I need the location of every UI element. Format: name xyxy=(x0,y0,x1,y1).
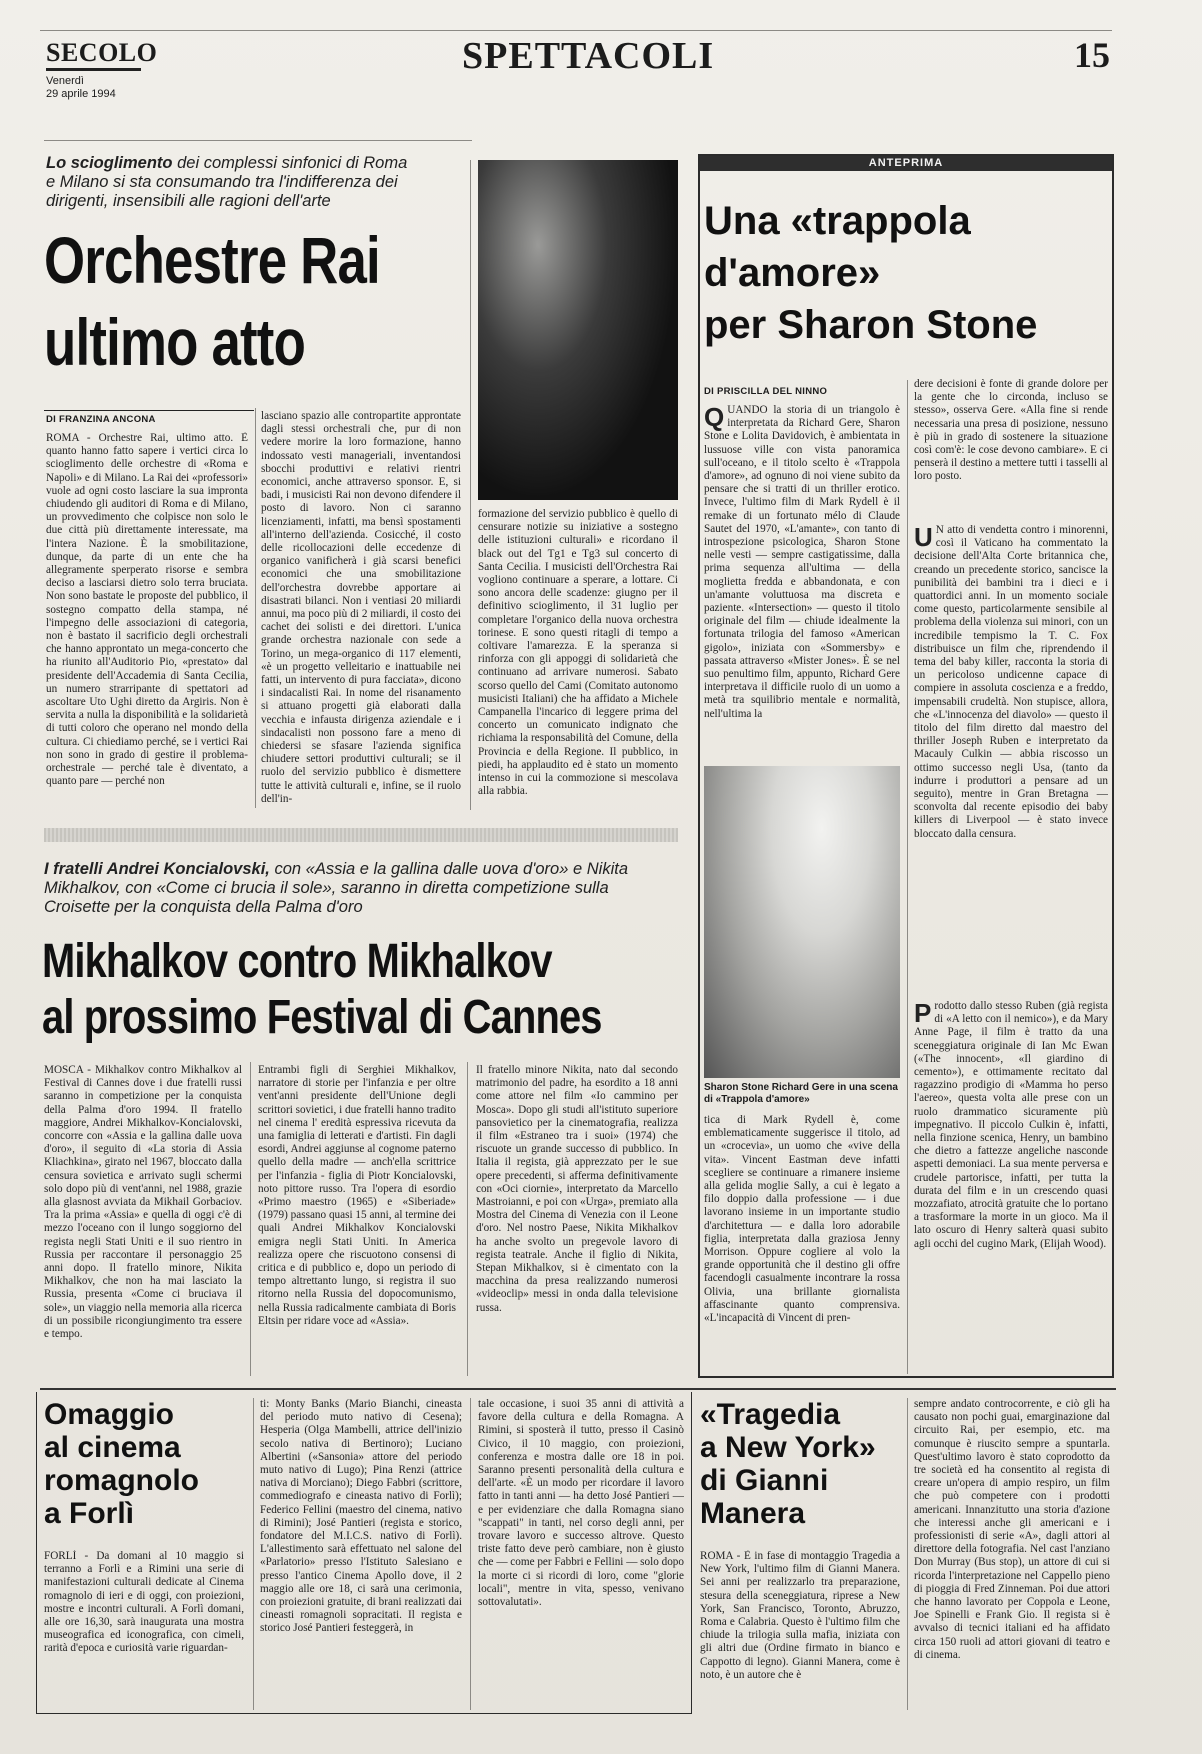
headline-line-2: al prossimo Festival di Cannes xyxy=(42,991,602,1044)
headline-line-2: ultimo atto xyxy=(44,305,306,379)
article-column-2: lasciano spazio alle contropartite approntate dagli stessi orchestrali che, pur di non vedere morire la loro formazione, hanno indossato vesti manageriali, inventandosi sbocchi produttivi e relativi rientri economici, anche attraverso sponsor. E, si badi, i musicisti Rai non devono difendere il posto di lavoro. Non ci saranno licenziamenti, infatti, ma bensì spostamenti all'interno dell'azienda. Cosicché, il costo delle ricollocazioni delle eccedenze di organico vanificherà i già scarsi benefici economici che una smobilitazione dell'orchestra dovrebbe apportare ai disastrati bilanci. Non i ventiasi 20 miliardi annui, ma poco più di 2 miliardi, il costo dei cachet dei solisti e dei direttori. L'unica grande orchestra nazionale con sede a Torino, un mega-organico di 117 elementi, «è un progetto velleitario e inattuabile nei fatti, un intervento di pura facciata», dicono i sindacalisti Rai. In nome del risanamento si attuano progetti già elaborati dalla vecchia e infausta dirigenza aziendale e i sindacalisti non possono fare a meno di chiedersi se sfasare l'azienda significa chiudere settori produttivi culturali; se il ruolo del servizio pubblico è dismettere tutte le attività culturali e, infine, se il ruolo dell'in- xyxy=(261,410,461,805)
headline-line-2: d'amore» xyxy=(704,251,881,295)
headline-line-1: Una «trappola xyxy=(704,199,971,243)
kicker-text: dei complessi sinfonici di Roma e Milano si sta consumando tra l'indifferenza dei dirigenti, insensibili alle ragioni dell'arte xyxy=(46,154,408,210)
article-manera-headline xyxy=(700,1398,876,1530)
headline-line-3: per Sharon Stone xyxy=(704,303,1038,347)
newspaper-logo: SECOLO xyxy=(46,38,158,67)
article-column-3: formazione del servizio pubblico è quello di censurare notizie su iniziative a sostegno delle istituzioni culturali» e ricordano il black out del Tg1 e Tg3 sul concerto di Santa Cecilia. I musicisti dell'Orchestra Rai vogliono continuare a sperare, a lottare. Ci sono ancora delle scadenze: giugno per il definitivo scioglimento, il 31 luglio per completare l'organico della nuova orchestra torinese. E sono questi ritagli di tempo a coltivare l'amarezza. E la speranza si rinforza con gli appoggi di solidarietà che continuano ad arrivare numerosi. Sabato scorso quello del Cami (Comitato autonomo musicisti Italiani) che ha affidato a Michele Campanella l'incarico di leggere prima del concerto un comunicato indignato che richiama la responsabilità del Comune, della Provincia e della Regione. Il pubblico, in piedi, ha applaudito ed è stato un momento intenso in cui la commozione si mescolava alla rabbia. xyxy=(478,508,678,798)
article-column-2: dere decisioni è fonte di grande dolore per la gente che lo circonda, incluso se stesso», osserva Gere. «Alla fine si rende necessaria una presa di posizione, nessuno è più in grado di sostenere la situazione così com'è: le cose devono cambiare». E ci penserà il destino a mettere tutti i tasselli al loro posto. xyxy=(914,378,1108,483)
article-kicker xyxy=(46,154,416,211)
headline-line-3: di Gianni xyxy=(700,1464,829,1497)
bottom-section-rule xyxy=(40,1388,1116,1390)
separator-bar xyxy=(44,828,678,842)
headline-line-2: al cinema xyxy=(44,1431,181,1464)
page-number: 15 xyxy=(1074,35,1110,75)
section-title: SPETTACOLI xyxy=(462,35,715,77)
headline-line-1: Orchestre Rai xyxy=(44,223,380,297)
article-column-2: sempre andato controcorrente, e ciò gli ha causato non pochi guai, emarginazione dal circuito Rai, per esempio, etc. ma comunque è riuscito sempre a spuntarla. Quest'ultimo lavoro è stato coprodotto da tre società ed ha consentito al regista di creare un'opera di ampio respiro, un film che può competere con i prodotti americani. Innanzitutto una storia d'azione che interessi anche gli americani e i professionisti di serie «A», dagli attori al direttore della fotografia. Nel cast l'anziano Don Murray (Bus stop), un attore di cui si ricorda l'interpretazione nel Cappello pieno di pioggia di Fred Zinneman. Poi due attori che hanno lavorato per Coppola e Leone, Joe Spinelli e Frank Gio. Il regista si è avvalso di tecnici italiani ed ha affidato circa 150 ruoli ad attori giovani di teatro e di cinema. xyxy=(914,1398,1110,1661)
byline: DI PRISCILLA DEL NINNO xyxy=(704,386,828,397)
column-rule xyxy=(470,1398,471,1710)
column-rule xyxy=(250,1062,251,1376)
article-column-3: Il fratello minore Nikita, nato dal secondo matrimonio del padre, ha esordito a 18 anni come attore nel film «Io cammino per Mosca». Dopo gli studi all'istituto superiore pansovietico per la cinematografia, realizza il film «Estraneo tra i suoi» (1974) che riscuote un grande successo di pubblico. In Italia il regista, già apprezzato per le sue opere precedenti, si afferma definitivamente con «Oci ciornie», interpretato da Marcello Mastroianni, e poi con «Urga», premiato alla Mostra del Cinema di Venezia con il Leone d'oro. Nel nostro Paese, Nikita Mikhalkov ha anche svolto un pregevole lavoro di regista teatrale. Anche il figlio di Nikita, Stepan Mikhalkov, si è cimentato con la macchina da presa realizzando numerosi «videoclip» messi in onda dalla televisione russa. xyxy=(476,1064,678,1314)
sharon-stone-photo xyxy=(704,766,900,1078)
drop-cap: Q xyxy=(704,404,725,432)
article-column-1 xyxy=(704,404,900,756)
photo-caption: Sharon Stone Richard Gere in una scena di «Trappola d'amore» xyxy=(704,1082,898,1105)
article-column-3: tale occasione, i suoi 35 anni di attività a favore della cultura e della Romagna. A Rimini, si sposterà il tutto, presso il Casinò Civico, il 10 maggio, con proiezioni, conferenza e mostra dalle ore 18 in poi. Saranno presenti personalità della cultura e dell'arte. «È un modo per ricordare il lavoro fatto in tanti anni — ha detto José Pantieri — e per evidenziare che dalla Romagna siano "scappati" in tanti, nel corso degli anni, per trovare lavoro e successo altrove. Questo triste fatto deve però cambiare, non è giusto che — come per Fabbri e Fellini — solo dopo la morte ci si ricordi di loro, come "glorie locali", mentre in vita, spesso, venivano sottovalutati». xyxy=(478,1398,684,1609)
column-text: rodotto dallo stesso Ruben (già regista di «A letto con il nemico»), e da Mary Anne Page, il film è tratto da una sceneggiatura originale di Ian Mc Ewan («The innocent», «Il giardino di cemento»), e ottimamente recitato dal ragazzino prodigio di «Mamma ho perso l'aereo», questa volta alle prese con un ruolo drammatico sicuramente più impegnativo. Il piccolo Culkin è, infatti, nella finzione scenica, Henry, un bambino che dietro a fattezze angeliche nasconde aspetti demoniaci. La sua mente perversa e crudele partorisce, infatti, per tutta la durata del film e in un crescendo quasi mozzafiato, atrocità gratuite che lo portano a trasformare la morte in un gioco. Ma il lato oscuro di Henry salterà quasi subito agli occhi del cugino Mark, (Elijah Wood). xyxy=(914,1000,1108,1250)
headline-line-1: Omaggio xyxy=(44,1398,175,1431)
kicker-bold: I fratelli Andrei Koncialovski, xyxy=(44,860,270,878)
headline-line-1: «Tragedia xyxy=(700,1398,841,1431)
article-column-2: ti: Monty Banks (Mario Bianchi, cineasta del periodo muto nativo di Cesena); Hesperia (Olga Mambelli, attrice dell'inizio secolo nativa di Bertinoro); Luciano Albertini («Sansonia» attore del periodo muto nativo di Lugo); Pina Renzi (attrice nativa di Morciano); Diego Fabbri (scrittore, commediografo e cineasta nativo di Forlì); Federico Fellini (maestro del cinema, nativo di Rimini); José Pantieri (regista e storico, fondatore del M.I.C.S. nativo di Forlì). L'allestimento sarà effettuato nel salone del «Parlatorio» presso l'Istituto Salesiano e presso l'antico Cinema Apollo dove, il 2 maggio alle ore 18, ci sarà una cerimonia, con proiezioni gratuite, di brani realizzati dai cineasti romagnoli sopracitati. Il regista e storico José Pantieri festeggerà, in xyxy=(260,1398,462,1635)
column-text: UANDO la storia di un triangolo è interpretata da Richard Gere, Sharon Stone e Lolita Davidovich, è ambientata in lussuose ville con vista panoramica sull'oceano, e il titolo scelto è «Trappola d'amore», ad ognuno di noi viene subito da pensare che si tratti di un thriller erotico. Invece, l'ultimo film di Mark Rydell è il remake di un fortunato mélo di Claude Sautet del 1970, «L'amante», con tanto di introspezione psicologica, Sharon Stone nelle vesti — sempre castigatissime, dalla prima sequenza all'ultima — della moglietta fredda e abbandonata, e con un'amante voluttuosa ma discreta e paziente. «Intersection» — questo il titolo originale del film — chiude idealmente la fortunata trilogia del famoso «American gigolo», iniziata con «Sommersby» e passata attraverso «Mister Jones». È se nel suo penultimo film, appunto, Richard Gere interpretava il difficile ruolo di un uomo a metà tra squilibrio mentale e normalità, nell'ultima la xyxy=(704,404,900,720)
column-text: N atto di vendetta contro i minorenni, così il Vaticano ha commentato la decisione dell'Alta Corte britannica che, creando un precedente storico, sancisce la punibilità dei bambini tra i dieci e i quattordici anni. In un momento sociale come questo, particolarmente sensibile al problema della violenza sui minori, con un incredibile tempismo la T. C. Fox distribuisce un film che, riprendendo il tema del baby killer, racconta la storia di un pericoloso undicenne capace di compiere in assoluta coscienza e a freddo, impensabili crudeltà. Non stupisce, allora, che «L'innocenza del diavolo» — questo il titolo del film diretto dal maestro del thriller Joseph Ruben e interpretato da Macauly Culkin — abbia riscosso un ottimo successo negli Usa, (tanto da indurre i produttori a pensare ad un seguito), mentre in Gran Bretagna — sconvolta dal recente episodio dei baby killers di Liverpool — è stato invece bloccato dalla censura. xyxy=(914,524,1108,840)
article-top-rule xyxy=(44,140,472,141)
drop-cap: U xyxy=(914,524,933,552)
column-rule xyxy=(253,1398,254,1710)
article-kicker xyxy=(44,860,634,917)
article-column-1-continued: tica di Mark Rydell è, come emblematicamente suggerisce il titolo, ad un «crocevia», un uomo che «vive della vita». Vincent Eastman deve infatti scegliere se continuare a rimanere insieme alla gelida moglie Sally, a cui è legato a filo doppio dalla professione — i due lavorano insieme in un importante studio d'architettura — e dalla loro adorabile figlia, interpretata dalla graziosa Jenny Morrison. Oppure cogliere al volo la grande opportunità che il destino gli offre facendogli casualmente incontrare la rossa Olivia, una brillante giornalista affascinante quanto comprensiva. «L'incapacità di Vincent di pren- xyxy=(704,1114,900,1325)
column-rule xyxy=(255,408,256,808)
headline-line-2: a New York» xyxy=(700,1431,876,1464)
article-forli-headline xyxy=(44,1398,199,1530)
article-column-1: MOSCA - Mikhalkov contro Mikhalkov al Festival di Cannes dove i due fratelli russi saranno in competizione per la conquista della Palma d'oro 1994. Il fratello maggiore, Andrei Mikhalkov-Koncialovski, concorre con «Assia e la gallina dalle uova d'oro», il seguito di «La storia di Assia Kliachkina», girato nel 1967, bloccato dalla censura sovietica e arrivato sugli schermi solo dopo più di vent'anni, nel 1988, grazie alla glasnost avviata da Mikhail Gorbaciov. Tra la prima «Assia» e quella di oggi c'è di mezzo l'oceano con il lungo soggiorno del regista negli Stati Uniti e il suo rientro in Russia per raccontare il personaggio 25 anni dopo. Il fratello minore, Nikita Mikhalkov, che non ha mai lasciato la Russia, presenta «Come ci bruciava il sole», un viaggio nella memoria alla ricerca di un possibile ricongiungimento tra essere e tempo. xyxy=(44,1064,242,1341)
article-column-1: ROMA - Orchestre Rai, ultimo atto. È quanto hanno fatto sapere i vertici circa lo scioglimento delle orchestre di «Roma e Napoli» e di Milano. La Rai dei «professori» vuole ad ogni costo lasciare la sua impronta chiudendo gli auditori di Roma e di Milano, un provvedimento che colpisce non solo le due città più direttamente interessate, ma l'intera Nazione. È la smobilitazione, dunque, da parte di un ente che ha allegramente sperperato risorse e sembra deciso a lasciarsi dietro solo terra bruciata. Non sono bastate le proposte del pubblico, il sostegno compatto della stampa, né l'impegno delle associazioni di categoria, non è bastato il sacrificio degli orchestrali che hanno approntato un mega-concerto che ha riunito all'Auditorio Pio, «prestato» dal presidente dell'Accademia di Santa Cecilia, un numero strarripante di spettatori ad ascoltare Uto Ughi diretto da Argiris. Non è servita a nulla la disponibilità e la solidarietà di tutti coloro che operano nel mondo della cultura. Ci chiediamo perché, se i vertici Rai non sono in grado di gestire il problema-orchestrale — perché tale è diventato, a quanto pare — perché non xyxy=(46,432,248,788)
column-rule xyxy=(907,380,908,1374)
column-rule xyxy=(470,160,471,810)
column-rule xyxy=(467,1062,468,1376)
logo-underline xyxy=(46,68,141,71)
headline-line-4: Manera xyxy=(700,1497,806,1530)
kicker-bold: Lo scioglimento xyxy=(46,154,173,172)
headline-line-4: a Forlì xyxy=(44,1497,135,1530)
article-column-2-section-2 xyxy=(914,524,1108,972)
article-column-2: Entrambi figli di Serghiei Mikhalkov, narratore di storie per l'infanzia e per oltre vent'anni presidente dell'Unione degli scrittori sovietici, i due fratelli hanno tradito nel cinema l' eredità espressiva ricevuta da una famiglia di letterati e d'artisti. Fin dagli esordi, Andrei aggiunse al cognome paterno quello della madre — anch'ella scrittrice per l'infanzia - figlia di Piotr Koncialovski, noto pittore russo. Tra l'opera di esordio «Primo maestro (1965) e «Siberiade» (1979) passano quasi 15 anni, al termine dei quali Andrei Mikhalkov Koncialovski emigra negli Stati Uniti. In America realizza opere che riscuotono consensi di critica e di pubblico e, dopo un periodo di tempo altrettanto lungo, si registra il suo ritorno nella Russia del dopocomunismo, nella Russia radicalmente cambiata di Boris Eltsin per ridare voce ad «Assia». xyxy=(258,1064,456,1327)
masthead-top-rule xyxy=(40,30,1112,31)
kicker-text: con «Assia e la gallina dalle uova d'oro» e Nikita Mikhalkov, con «Come ci brucia il sole», saranno in diretta competizione sulla Croisette per la conquista della Palma d'oro xyxy=(44,860,628,916)
byline-rule xyxy=(44,410,254,411)
box-label: ANTEPRIMA xyxy=(700,156,1112,171)
article-column-2-section-3 xyxy=(914,1000,1108,1372)
issue-date: 29 aprile 1994 xyxy=(46,88,116,100)
column-rule xyxy=(907,1398,908,1710)
orchestra-photo xyxy=(478,160,678,500)
drop-cap: P xyxy=(914,1000,932,1028)
byline: DI FRANZINA ANCONA xyxy=(46,414,156,425)
article-column-1: FORLÌ - Da domani al 10 maggio si terranno a Forlì e a Rimini una serie di manifestazioni culturali dedicate al Cinema romagnolo di ieri e di oggi, con proiezioni, mostre e incontri culturali. A Forlì domani, alle ore 16,30, sarà inaugurata una mostra museografica ed iconografica, con cimeli, rarità d'epoca e curiosità varie riguardan- xyxy=(44,1550,244,1655)
headline-line-3: romagnolo xyxy=(44,1464,199,1497)
issue-day: Venerdì xyxy=(46,75,84,87)
headline-line-1: Mikhalkov contro Mikhalkov xyxy=(42,935,552,988)
article-column-1: ROMA - È in fase di montaggio Tragedia a New York, l'ultimo film di Gianni Manera. Sei anni per realizzarlo tra preparazione, stesura della sceneggiatura, riprese a New York, San Francisco, Toronto, Abruzzo, Roma e Calabria. Questo è l'ultimo film che chiude la trilogia sulla mafia, iniziata con gli altri due (Ordine firmato in bianco e Cappotto di legno). Gianni Manera, come è noto, è un autore che è xyxy=(700,1550,900,1681)
